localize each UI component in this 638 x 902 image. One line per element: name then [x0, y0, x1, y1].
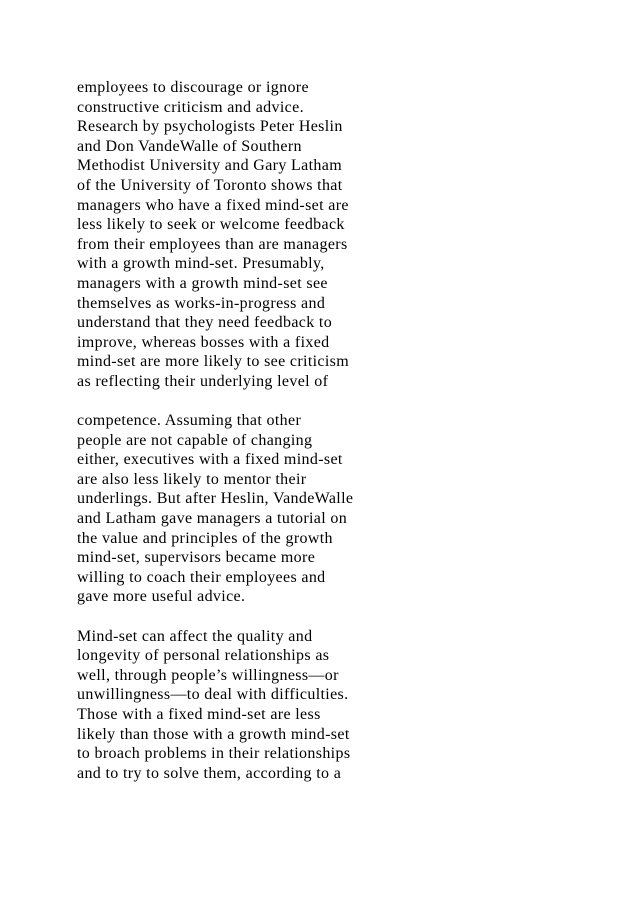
text-line: the value and principles of the growth	[77, 529, 333, 547]
text-line: mind-set are more likely to see criticism	[77, 353, 350, 371]
paragraph-2	[77, 411, 597, 607]
text-line: themselves as works-in-progress and	[77, 294, 326, 312]
text-line: to broach problems in their relationships	[77, 745, 351, 763]
text-line: improve, whereas bosses with a fixed	[77, 333, 330, 351]
text-line: managers who have a fixed mind-set are	[77, 196, 349, 214]
text-line: well, through people’s willingness—or	[77, 666, 339, 684]
text-line: with a growth mind-set. Presumably,	[77, 255, 325, 273]
text-line: longevity of personal relationships as	[77, 647, 330, 665]
text-line: people are not capable of changing	[77, 431, 313, 449]
text-line: Those with a fixed mind-set are less	[77, 706, 321, 723]
text-line: competence. Assuming that other	[77, 412, 302, 430]
text-line: understand that they need feedback to	[77, 314, 333, 332]
text-line: of the University of Toronto shows that	[77, 176, 343, 194]
text-line: from their employees than are managers	[77, 235, 348, 253]
text-line: willing to coach their employees and	[77, 568, 326, 586]
text-line: unwillingness—to deal with difficulties.	[77, 686, 349, 704]
text-line: employees to discourage or ignore	[77, 79, 309, 96]
paragraph-3	[77, 627, 597, 784]
text-line: and Don VandeWalle of Southern	[77, 137, 302, 155]
text-line: and to try to solve them, according to a	[77, 764, 342, 782]
text-line: constructive criticism and advice.	[77, 98, 304, 116]
body-text	[77, 78, 597, 803]
text-line: are also less likely to mentor their	[77, 470, 307, 488]
text-line: less likely to seek or welcome feedback	[77, 216, 345, 234]
paragraph-1	[77, 78, 597, 392]
text-line: underlings. But after Heslin, VandeWalle	[77, 490, 354, 508]
text-line: gave more useful advice.	[77, 588, 246, 606]
text-line: and Latham gave managers a tutorial on	[77, 510, 348, 528]
text-line: either, executives with a fixed mind-set	[77, 451, 343, 469]
text-line: Methodist University and Gary Latham	[77, 157, 342, 175]
text-line: as reflecting their underlying level of	[77, 372, 329, 390]
text-line: Research by psychologists Peter Heslin	[77, 118, 343, 136]
text-line: likely than those with a growth mind-set	[77, 725, 350, 743]
text-line: mind-set, supervisors became more	[77, 549, 316, 567]
text-line: managers with a growth mind-set see	[77, 274, 328, 292]
text-line: Mind-set can affect the quality and	[77, 627, 313, 645]
